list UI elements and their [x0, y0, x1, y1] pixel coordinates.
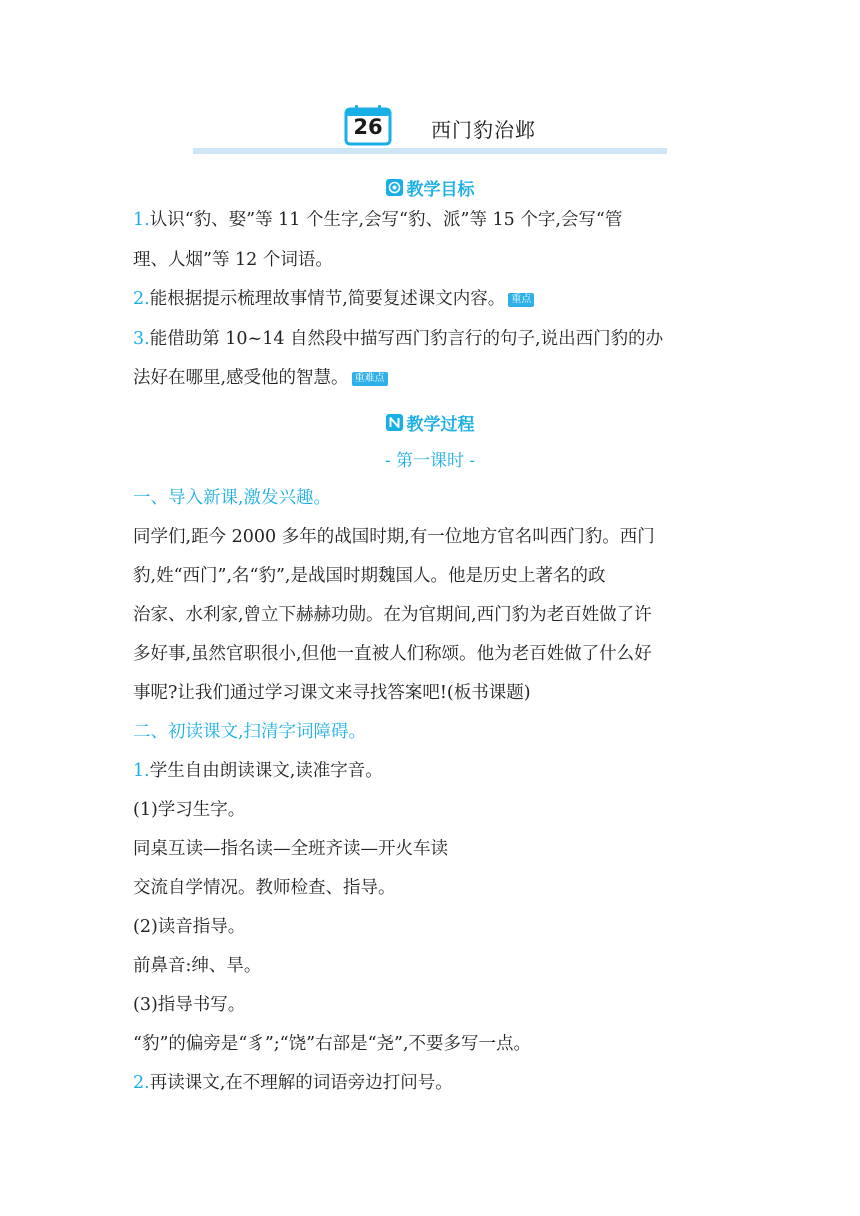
- difficult-point-tag: 重难点: [352, 372, 388, 386]
- objective-2: [133, 288, 733, 310]
- lesson-header: [193, 98, 667, 158]
- step-2-item-1-number: 1.: [133, 761, 150, 781]
- step-2-item-2-text: 再读课文,在不理解的词语旁边打问号。: [149, 1073, 453, 1093]
- step-2-item-2: [133, 1072, 733, 1094]
- sub-step-2-a: 前鼻音:绅、旱。: [133, 956, 262, 976]
- objective-2-number: 2.: [133, 289, 150, 309]
- step-2-item-1: [133, 760, 733, 782]
- objective-3-line-1: [133, 328, 733, 350]
- sub-step-3-a: “豹”的偏旁是“豸”;“饶”右部是“尧”,不要多写一点。: [133, 1034, 532, 1054]
- objective-3-line-2: [133, 367, 733, 389]
- objective-1-line-1: [133, 209, 733, 231]
- target-icon: [386, 179, 403, 196]
- step-2-item-1-text: 学生自由朗读课文,读准字音。: [149, 761, 383, 781]
- sub-step-1-b: 交流自学情况。教师检查、指导。: [133, 878, 396, 898]
- objectives-heading-text: 教学目标: [406, 180, 475, 200]
- objective-3-number: 3.: [133, 329, 150, 349]
- step-1-line-2: 豹,姓“西门”,名“豹”,是战国时期魏国人。他是历史上著名的政: [133, 566, 606, 586]
- objective-3-text-a: 能借助第 10~14 自然段中描写西门豹言行的句子,说出西门豹的办: [149, 329, 664, 349]
- objective-2-text: 能根据提示梳理故事情节,简要复述课文内容。: [149, 289, 506, 309]
- process-heading: [0, 410, 860, 436]
- objective-1-number: 1.: [133, 210, 150, 230]
- objective-1-line-2: [133, 249, 733, 271]
- lesson-title: 西门豹治邺: [431, 118, 536, 142]
- objective-3-text-b: 法好在哪里,感受他的智慧。: [133, 368, 349, 388]
- sub-step-2: (2)读音指导。: [133, 917, 246, 937]
- process-heading-text: 教学过程: [406, 415, 475, 435]
- step-1-line-1: 同学们,距今 2000 多年的战国时期,有一位地方官名叫西门豹。西门: [133, 527, 655, 547]
- sub-step-3: (3)指导书写。: [133, 995, 246, 1015]
- lesson-number: 26: [353, 115, 383, 139]
- step-1-title: 一、导入新课,激发兴趣。: [133, 488, 332, 508]
- sub-step-1-a: 同桌互读—指名读—全班齐读—开火车读: [133, 839, 448, 859]
- step-2-title: 二、初读课文,扫清字词障碍。: [133, 722, 367, 742]
- step-1-line-5: 事呢?让我们通过学习课文来寻找答案吧!(板书课题): [133, 683, 531, 703]
- step-1-line-4: 多好事,虽然官职很小,但他一直被人们称颂。他为老百姓做了什么好: [133, 644, 652, 664]
- n-icon: [386, 414, 403, 431]
- key-point-tag: 重点: [508, 293, 534, 307]
- step-1-line-3: 治家、水利家,曾立下赫赫功勋。在为官期间,西门豹为老百姓做了许: [133, 605, 652, 625]
- step-2-item-2-number: 2.: [133, 1073, 150, 1093]
- objective-1-text-b: 理、人烟”等 12 个词语。: [133, 250, 333, 270]
- objectives-heading: [0, 175, 860, 201]
- objective-1-text-a: 认识“豹、娶”等 11 个生字,会写“豹、派”等 15 个字,会写“管: [149, 210, 623, 230]
- session-label: - 第一课时 -: [384, 451, 476, 471]
- header-underline: [193, 148, 667, 154]
- sub-step-1: (1)学习生字。: [133, 800, 246, 820]
